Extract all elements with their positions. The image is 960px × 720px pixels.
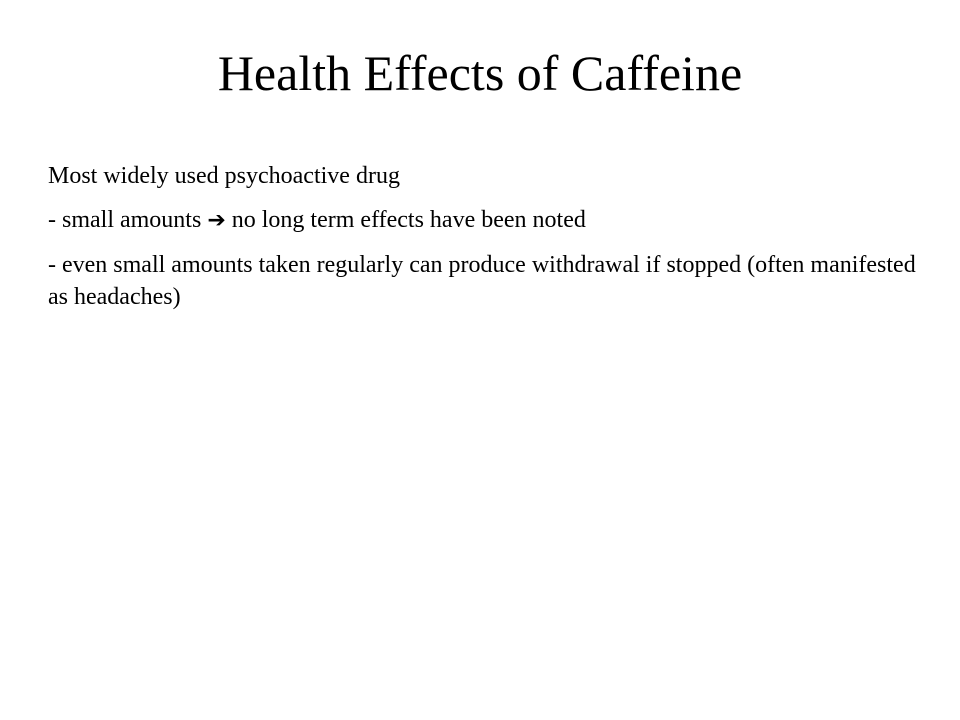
right-arrow-icon: ➔ [207,208,226,233]
bullet-withdrawal: - even small amounts taken regularly can produce withdrawal if stopped (often manifested as headaches) [48,252,916,310]
slide-title: Health Effects of Caffeine [217,45,743,101]
bullet-small-amounts [48,204,928,237]
bullet-small-amounts-suffix: no long term effects have been noted [231,207,586,233]
bullet-small-amounts-prefix: - small amounts [48,207,202,233]
slide-content [48,160,928,325]
intro-text: Most widely used psychoactive drug [48,163,400,189]
